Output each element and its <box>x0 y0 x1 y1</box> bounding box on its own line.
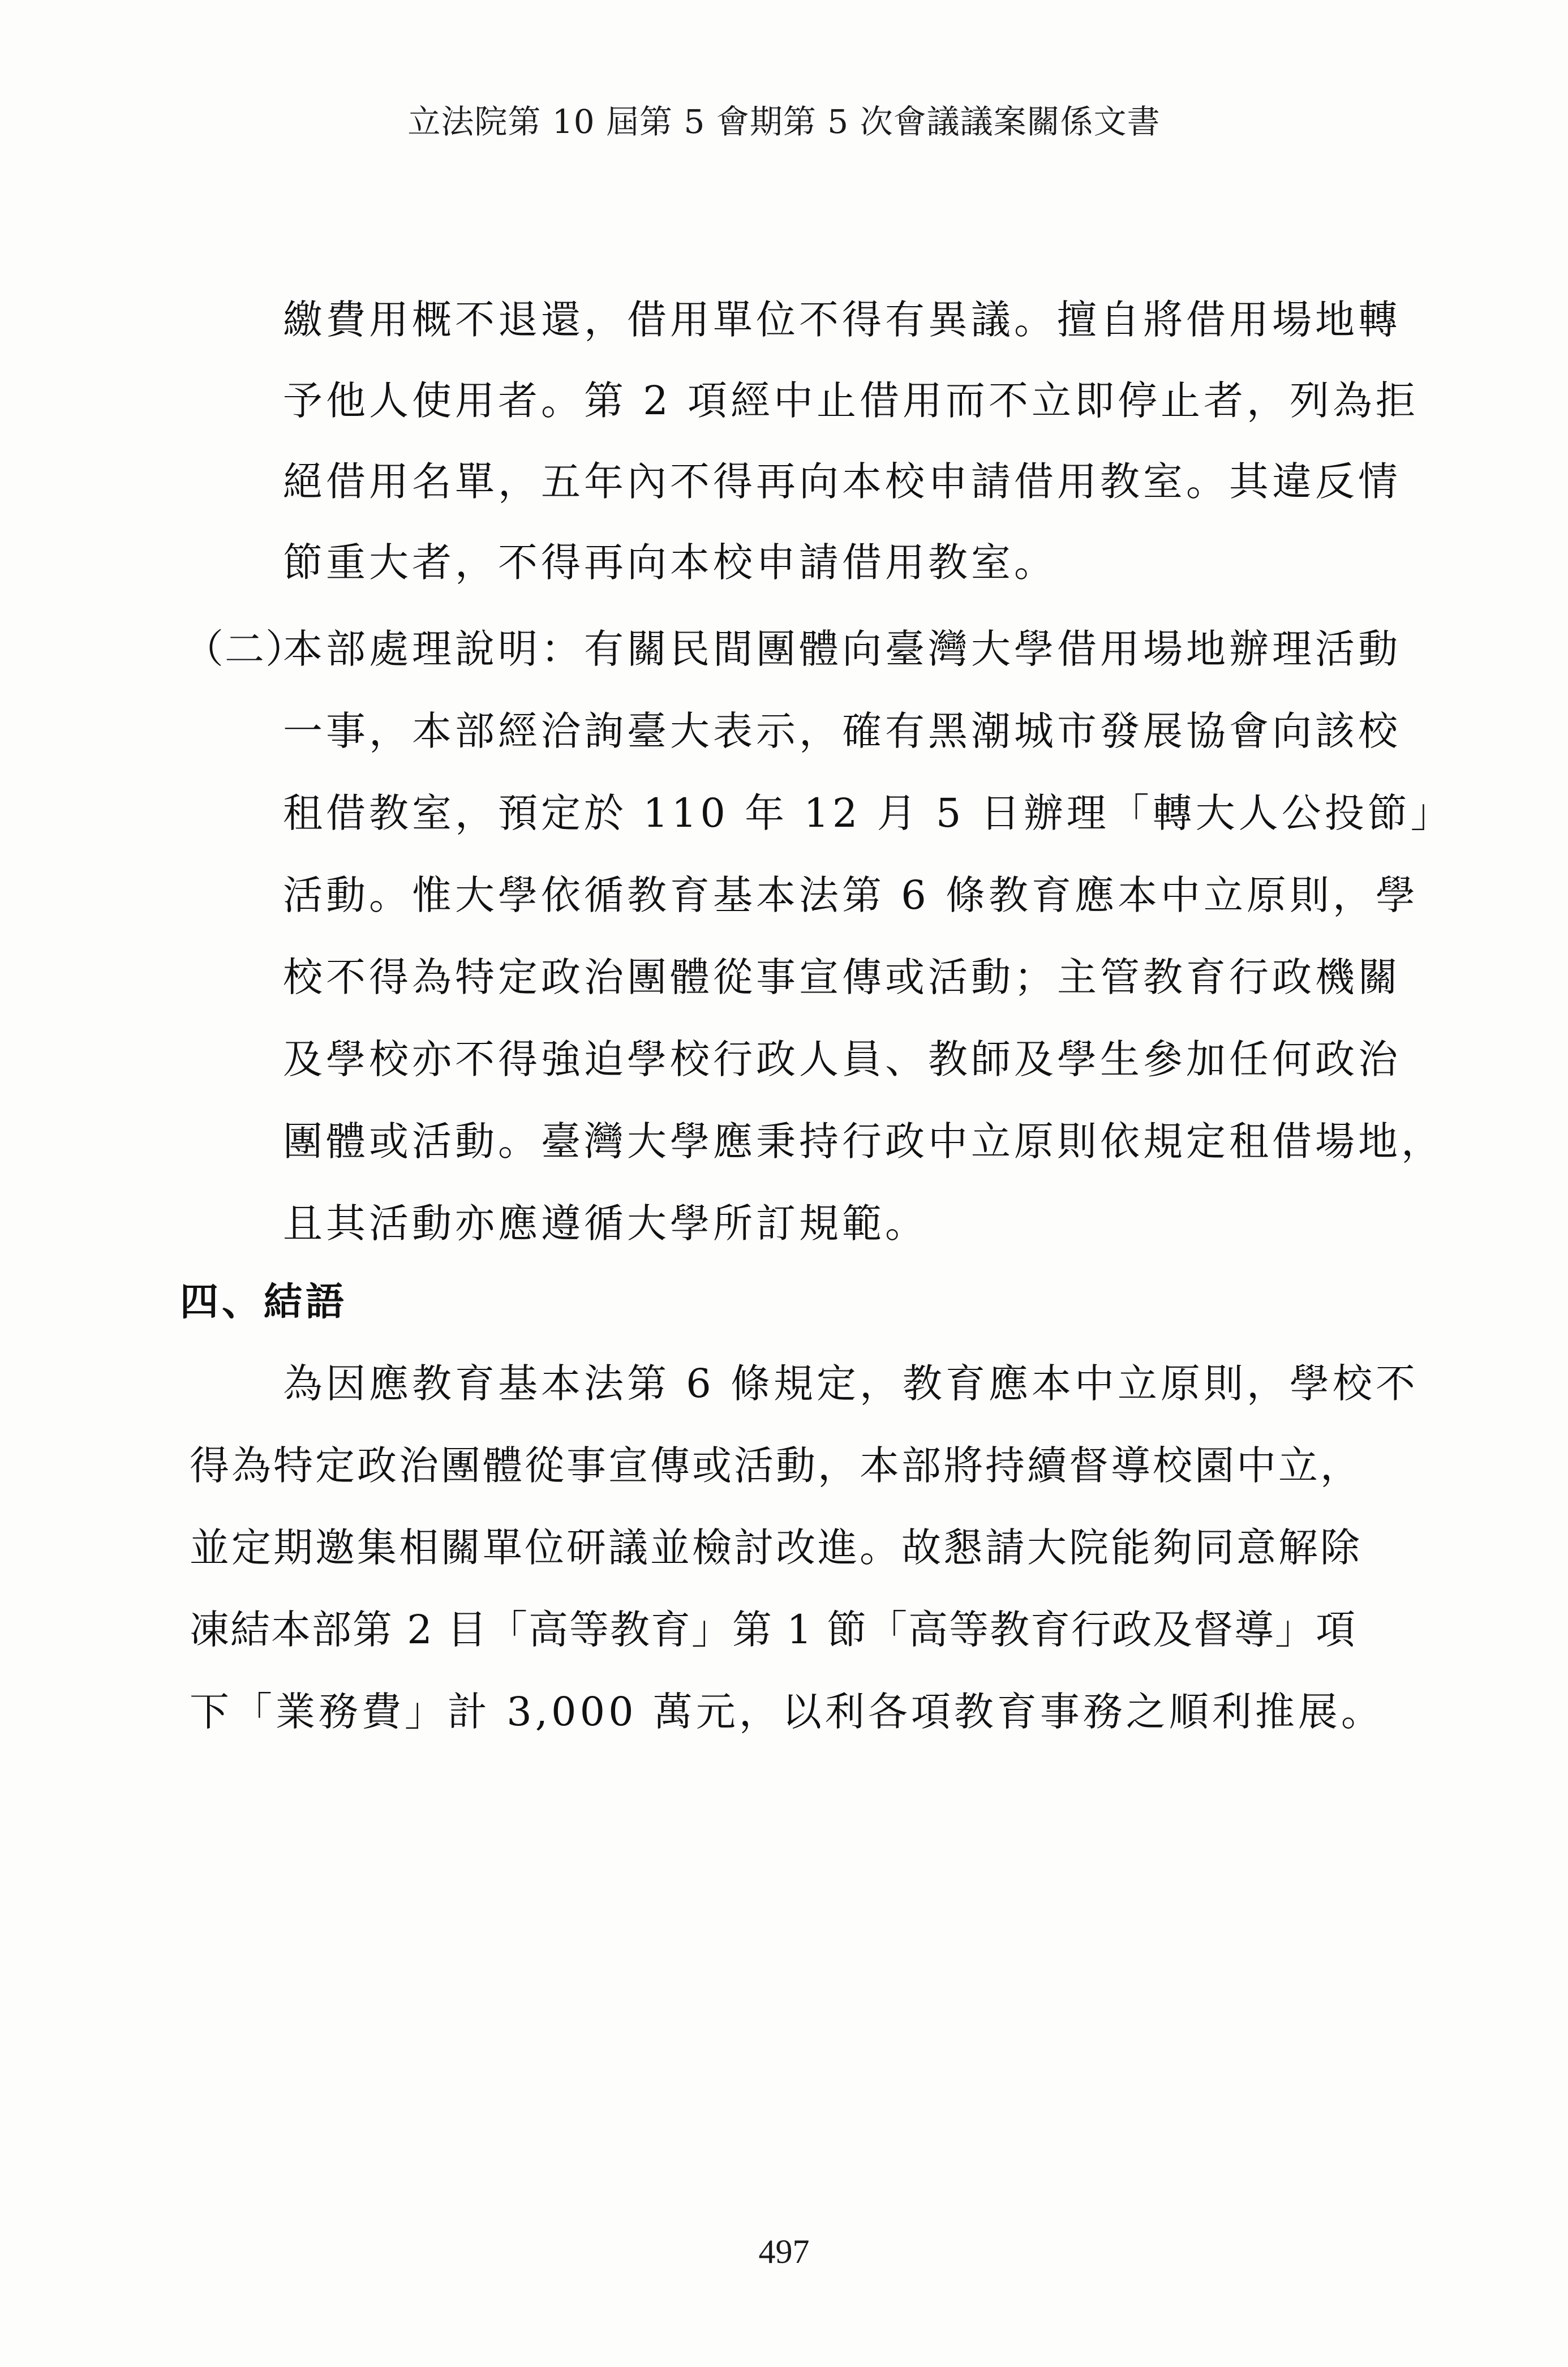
paragraph-line: 得為特定政治團體從事宣傳或活動，本部將持續督導校園中立， <box>190 1442 1362 1489</box>
paragraph-line: 絕借用名單，五年內不得再向本校申請借用教室。其違反情 <box>283 458 1401 505</box>
paragraph-line: 本部處理說明：有關民間團體向臺灣大學借用場地辦理活動 <box>283 626 1401 672</box>
paragraph-line: 下「業務費」計 3,000 萬元，以利各項教育事務之順利推展。 <box>190 1689 1384 1735</box>
paragraph-line: 繳費用概不退還，借用單位不得有異議。擅自將借用場地轉 <box>283 297 1401 343</box>
paragraph-line: 團體或活動。臺灣大學應秉持行政中立原則依規定租借場地， <box>283 1118 1444 1165</box>
paragraph-line: 活動。惟大學依循教育基本法第 6 條教育應本中立原則，學 <box>283 872 1419 918</box>
paragraph-line: 且其活動亦應遵循大學所訂規範。 <box>283 1200 928 1247</box>
paragraph-line: 租借教室，預定於 110 年 12 月 5 日辦理「轉大人公投節」 <box>283 790 1454 836</box>
section-heading: 四、結語 <box>180 1280 348 1325</box>
paragraph-line: 為因應教育基本法第 6 條規定，教育應本中立原則，學校不 <box>283 1360 1419 1407</box>
paragraph-line: 校不得為特定政治團體從事宣傳或活動；主管教育行政機關 <box>283 954 1401 1000</box>
paragraph-line: 及學校亦不得強迫學校行政人員、教師及學生參加任何政治 <box>283 1036 1401 1082</box>
paragraph-line: 並定期邀集相關單位研議並檢討改進。故懇請大院能夠同意解除 <box>190 1524 1362 1571</box>
page-number: 497 <box>758 2233 810 2270</box>
paragraph-line: 節重大者，不得再向本校申請借用教室。 <box>283 539 1057 586</box>
paragraph-line: 一事，本部經洽詢臺大表示，確有黑潮城市發展協會向該校 <box>283 708 1401 754</box>
paragraph-line: 予他人使用者。第 2 項經中止借用而不立即停止者，列為拒 <box>283 377 1419 424</box>
running-header: 立法院第 10 屆第 5 會期第 5 次會議議案關係文書 <box>407 102 1161 141</box>
paragraph-line: 凍結本部第 2 目「高等教育」第 1 節「高等教育行政及督導」項 <box>190 1606 1357 1653</box>
section-label: （二） <box>184 626 306 672</box>
